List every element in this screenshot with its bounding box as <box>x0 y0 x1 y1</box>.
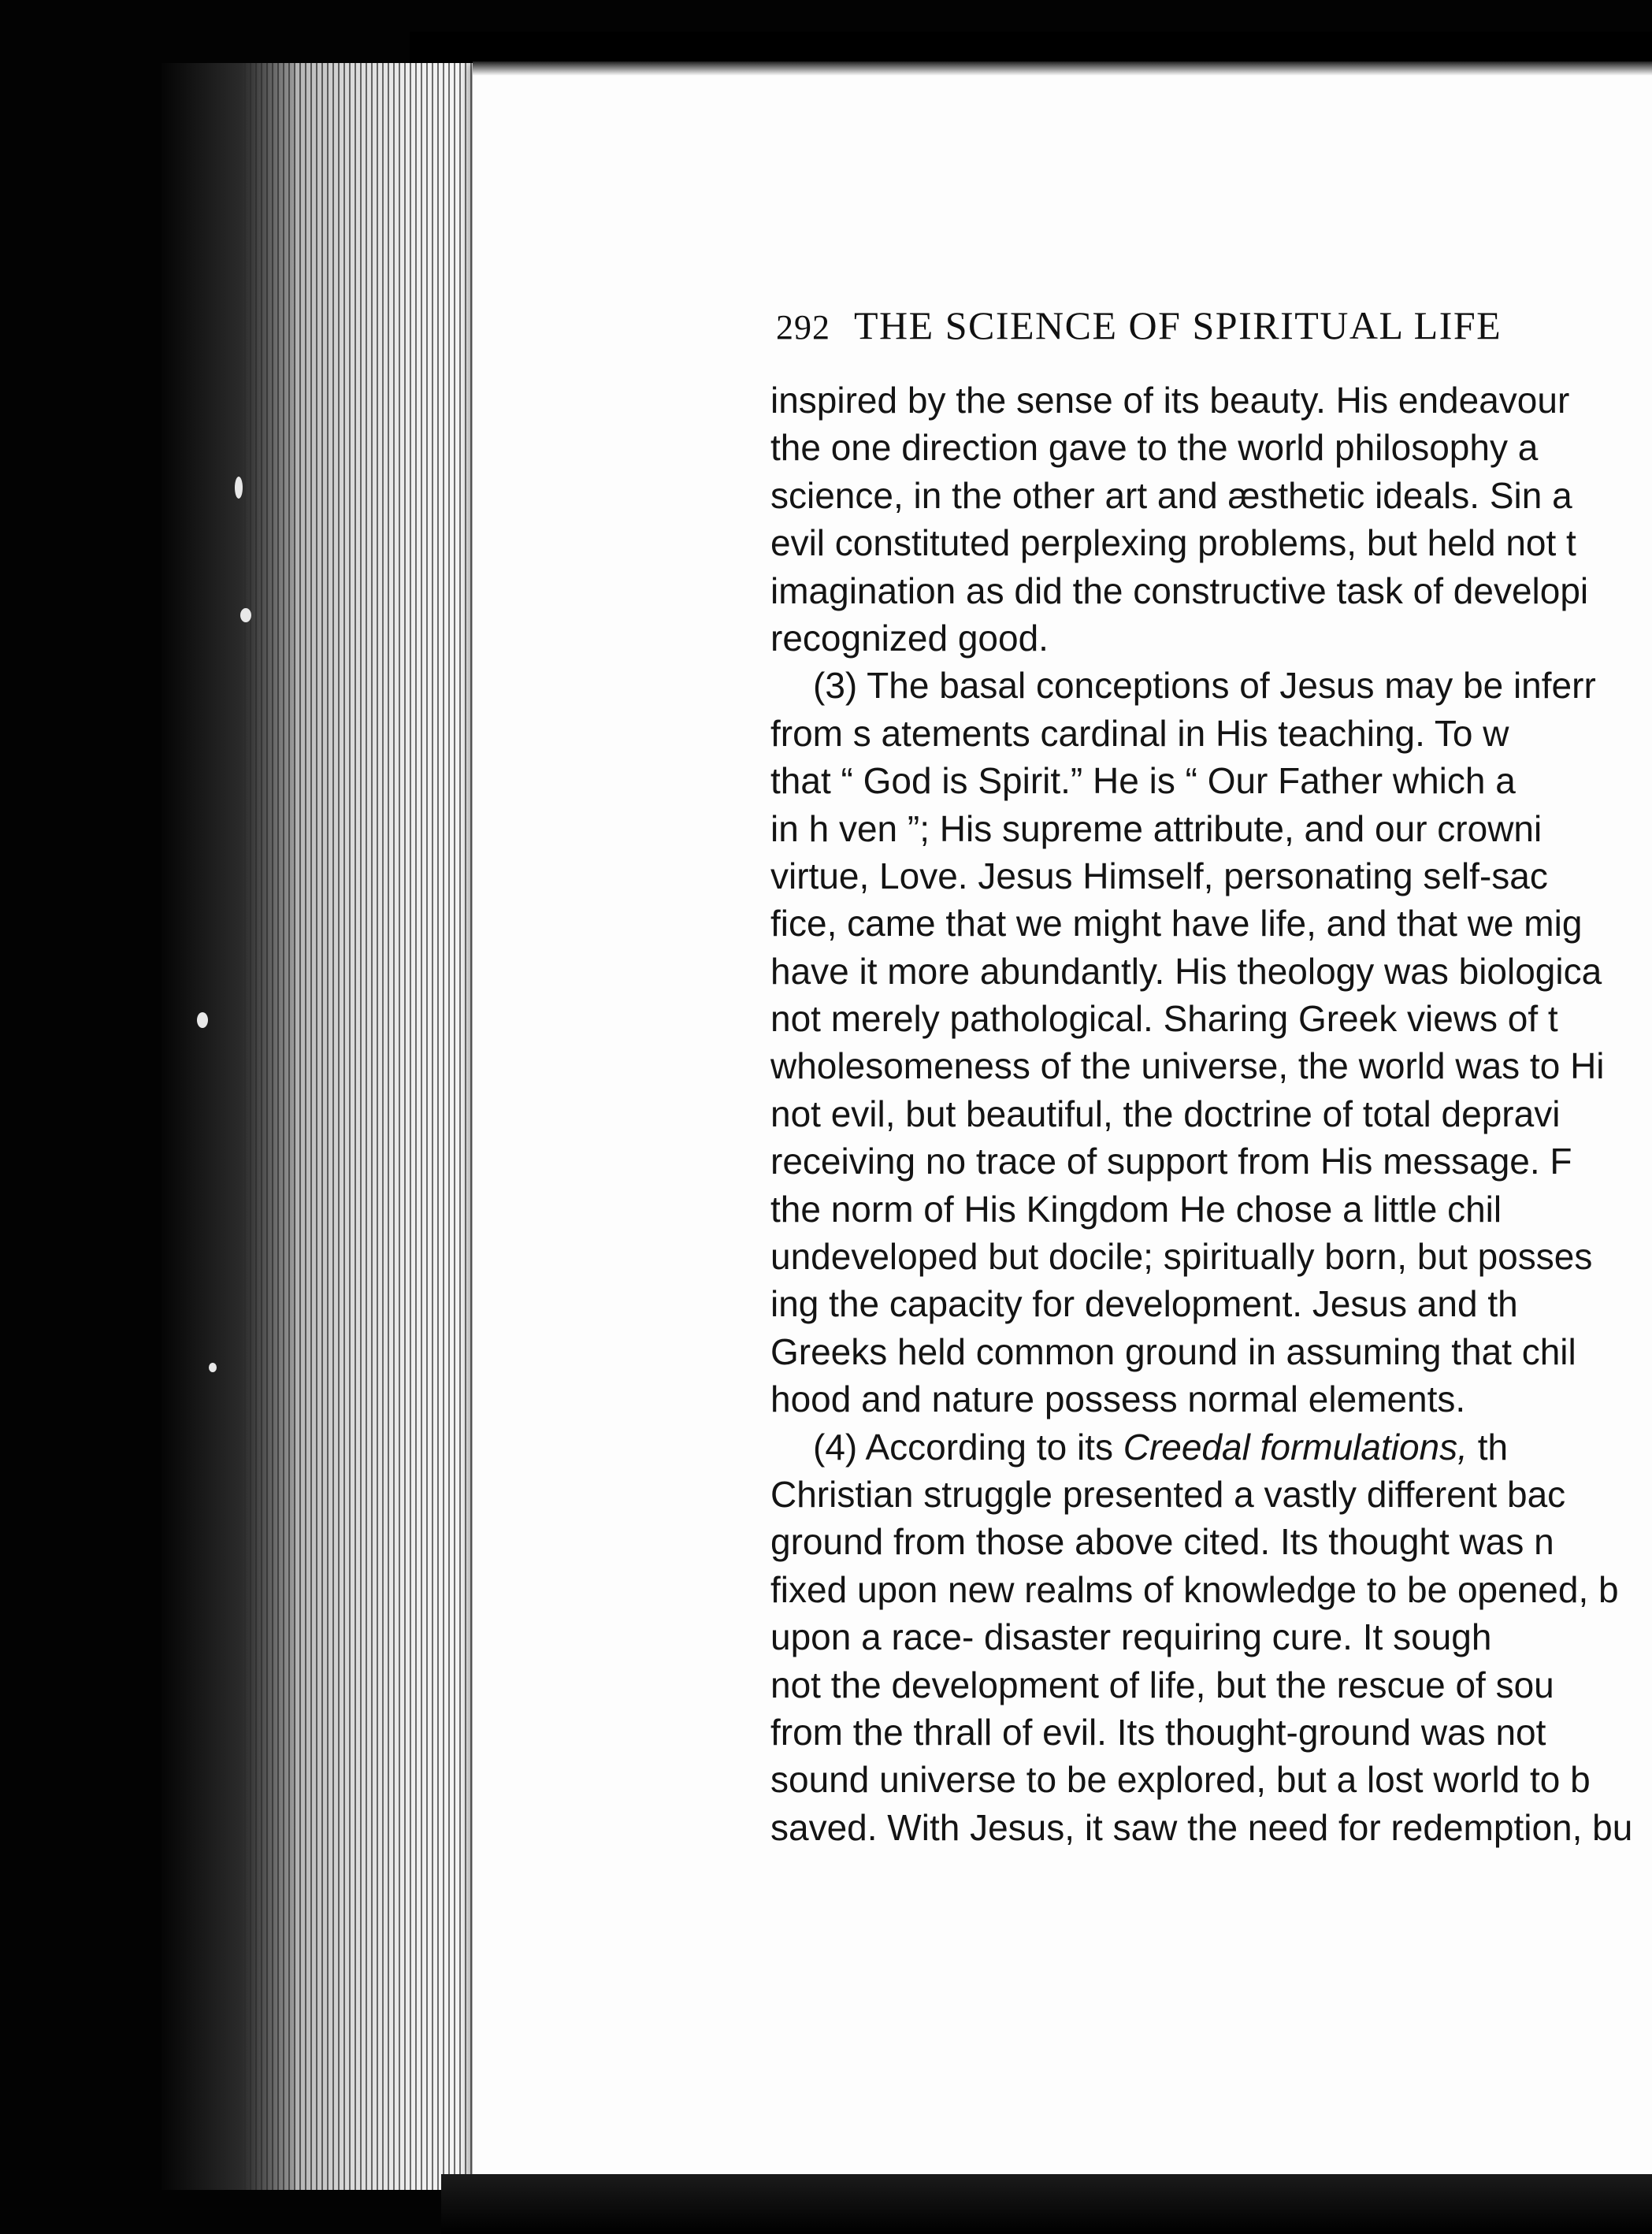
text-line: the norm of His Kingdom He chose a little chil <box>770 1188 1502 1230</box>
text-line: from s atements cardinal in His teaching. To w <box>770 712 1509 754</box>
text-line: virtue, Love. Jesus Himself, personating self-sac <box>770 855 1548 896</box>
text-line: inspired by the sense of its beauty. His endeavour <box>770 380 1570 421</box>
text-line: imagination as did the constructive task of developi <box>770 570 1589 611</box>
text-line: from the thrall of evil. Its thought-ground was not <box>770 1711 1546 1753</box>
text-line: hood and nature possess normal elements. <box>770 1379 1466 1420</box>
text-line: ing the capacity for development. Jesus and th <box>770 1283 1518 1325</box>
text-line: Greeks held common ground in assuming that chil <box>770 1330 1576 1372</box>
text-line: upon a race- disaster requiring cure. It sough <box>770 1616 1492 1658</box>
text-line: evil constituted perplexing problems, but held not t <box>770 522 1576 564</box>
text-line: have it more abundantly. His theology was biologica <box>770 950 1602 992</box>
text-line: receiving no trace of support from His message. F <box>770 1141 1572 1182</box>
body-text <box>770 377 1652 1851</box>
text-line: sound universe to be explored, but a lost world to b <box>770 1759 1591 1801</box>
bottom-shadow <box>441 2174 1652 2234</box>
text-line: not evil, but beautiful, the doctrine of total depravi <box>770 1093 1561 1134</box>
p4-lead: (4) According to its <box>813 1426 1123 1468</box>
dust-speck <box>235 477 243 499</box>
text-line: science, in the other art and æsthetic ideals. Sin a <box>770 474 1572 516</box>
dust-speck <box>240 608 251 622</box>
text-line: Christian struggle presented a vastly different bac <box>770 1473 1566 1515</box>
page-top-edge <box>473 61 1652 76</box>
p4-italic-phrase: Creedal formulations, <box>1123 1426 1468 1468</box>
text-line: ground from those above cited. Its thought was n <box>770 1521 1554 1563</box>
text-line: wholesomeness of the universe, the world was to Hi <box>770 1045 1605 1087</box>
paragraph-4-start <box>770 1423 1652 1471</box>
running-title: THE SCIENCE OF SPIRITUAL LIFE <box>854 303 1502 347</box>
paragraph-3-start: (3) The basal conceptions of Jesus may be inferr <box>813 665 1596 707</box>
book-spine-shadow <box>161 63 295 2190</box>
text-line: in h ven ”; His supreme attribute, and our crowni <box>770 807 1542 849</box>
text-line: not the development of life, but the rescue of sou <box>770 1664 1554 1705</box>
text-line: fixed upon new realms of knowledge to be opened, b <box>770 1568 1619 1610</box>
text-line: fice, came that we might have life, and that we mig <box>770 903 1583 944</box>
text-line: not merely pathological. Sharing Greek views of t <box>770 998 1558 1040</box>
text-line: recognized good. <box>770 617 1049 659</box>
running-header <box>776 302 1652 358</box>
page-number: 292 <box>776 308 830 347</box>
text-line: undeveloped but docile; spiritually born, but posses <box>770 1236 1593 1278</box>
text-line: saved. With Jesus, it saw the need for redemption, bu <box>770 1806 1633 1848</box>
p4-tail: th <box>1467 1426 1509 1468</box>
dust-speck <box>209 1363 217 1372</box>
dust-speck <box>197 1012 208 1028</box>
text-line: the one direction gave to the world philosophy a <box>770 427 1539 469</box>
text-line: that “ God is Spirit.” He is “ Our Father which a <box>770 760 1516 802</box>
